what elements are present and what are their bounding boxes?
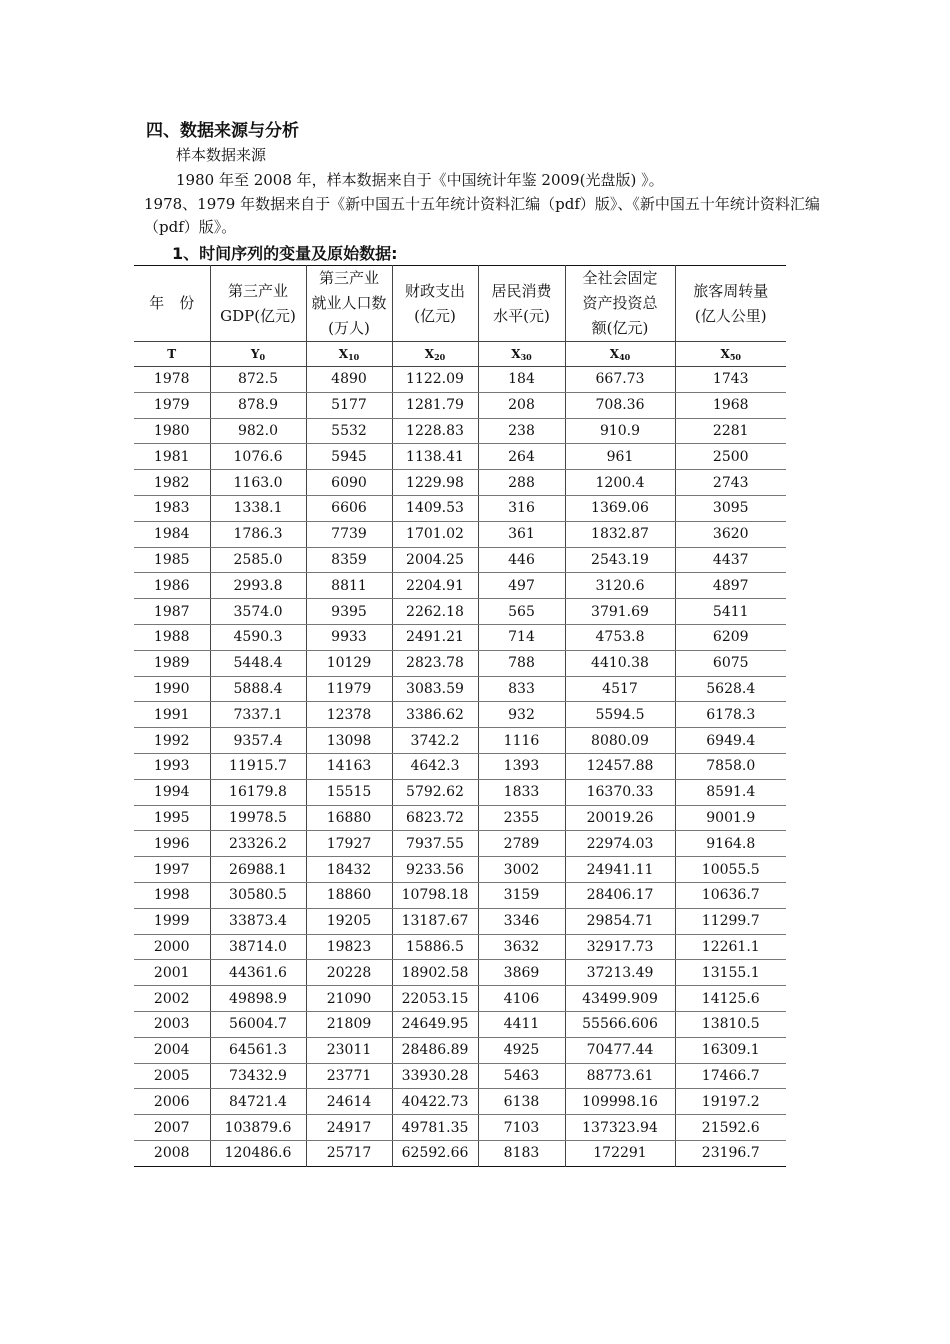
value-cell: 6606: [306, 495, 392, 521]
table-row: [134, 444, 786, 470]
value-cell: 23771: [306, 1063, 392, 1089]
value-cell: 28486.89: [392, 1037, 478, 1063]
year-cell: 2006: [134, 1089, 210, 1115]
table-row: [134, 367, 786, 393]
value-cell: 23326.2: [210, 831, 306, 857]
value-cell: 12457.88: [565, 753, 675, 779]
table-row: [134, 1011, 786, 1037]
value-cell: 9357.4: [210, 728, 306, 754]
year-cell: 2003: [134, 1011, 210, 1037]
value-cell: 3386.62: [392, 702, 478, 728]
value-cell: 667.73: [565, 367, 675, 393]
variable-symbol-subscript: 10: [348, 351, 360, 362]
table-row: [134, 418, 786, 444]
variable-symbol: [392, 342, 478, 367]
value-cell: 8591.4: [675, 779, 786, 805]
value-cell: 109998.16: [565, 1089, 675, 1115]
table-row: [134, 392, 786, 418]
variable-symbol-subscript: 30: [520, 351, 532, 362]
table-symbol-row: [134, 342, 786, 367]
value-cell: 932: [478, 702, 565, 728]
value-cell: 6178.3: [675, 702, 786, 728]
value-cell: 1786.3: [210, 521, 306, 547]
year-cell: 1978: [134, 367, 210, 393]
year-cell: 2007: [134, 1115, 210, 1141]
year-cell: 1986: [134, 573, 210, 599]
value-cell: 8359: [306, 547, 392, 573]
table-row: [134, 805, 786, 831]
value-cell: 6209: [675, 624, 786, 650]
value-cell: 878.9: [210, 392, 306, 418]
value-cell: 24614: [306, 1089, 392, 1115]
column-header-text: 财政支出 (亿元): [404, 281, 465, 325]
value-cell: 13810.5: [675, 1011, 786, 1037]
value-cell: 13187.67: [392, 908, 478, 934]
source-paragraph-1: 1980 年至 2008 年，样本数据来自于《中国统计年鉴 2009(光盘版) 》。: [176, 171, 664, 189]
value-cell: 20228: [306, 960, 392, 986]
value-cell: 5945: [306, 444, 392, 470]
column-header-text: 第三产业 GDP(亿元): [220, 281, 296, 325]
variable-symbol-main: X: [720, 346, 730, 361]
year-cell: 1981: [134, 444, 210, 470]
column-header-text: 全社会固定 资产投资总 额(亿元): [582, 269, 658, 337]
value-cell: 4897: [675, 573, 786, 599]
value-cell: 13155.1: [675, 960, 786, 986]
value-cell: 6138: [478, 1089, 565, 1115]
value-cell: 565: [478, 599, 565, 625]
value-cell: 788: [478, 650, 565, 676]
value-cell: 5888.4: [210, 676, 306, 702]
column-header: [134, 266, 210, 342]
table-header-row: [134, 266, 786, 342]
value-cell: 2789: [478, 831, 565, 857]
column-header: [675, 266, 786, 342]
value-cell: 28406.17: [565, 882, 675, 908]
value-cell: 19978.5: [210, 805, 306, 831]
value-cell: 62592.66: [392, 1140, 478, 1166]
variable-symbol-main: Y: [250, 346, 260, 361]
value-cell: 38714.0: [210, 934, 306, 960]
value-cell: 1228.83: [392, 418, 478, 444]
table-row: [134, 934, 786, 960]
value-cell: 3083.59: [392, 676, 478, 702]
value-cell: 19197.2: [675, 1089, 786, 1115]
value-cell: 5177: [306, 392, 392, 418]
value-cell: 32917.73: [565, 934, 675, 960]
value-cell: 16370.33: [565, 779, 675, 805]
value-cell: 23196.7: [675, 1140, 786, 1166]
value-cell: 708.36: [565, 392, 675, 418]
value-cell: 4411: [478, 1011, 565, 1037]
year-cell: 2004: [134, 1037, 210, 1063]
table-section-title: 1、时间序列的变量及原始数据:: [172, 244, 398, 263]
value-cell: 64561.3: [210, 1037, 306, 1063]
value-cell: 264: [478, 444, 565, 470]
value-cell: 16309.1: [675, 1037, 786, 1063]
value-cell: 3002: [478, 857, 565, 883]
value-cell: 44361.6: [210, 960, 306, 986]
value-cell: 184: [478, 367, 565, 393]
table-row: [134, 779, 786, 805]
value-cell: 84721.4: [210, 1089, 306, 1115]
year-cell: 1992: [134, 728, 210, 754]
value-cell: 872.5: [210, 367, 306, 393]
value-cell: 3620: [675, 521, 786, 547]
value-cell: 3791.69: [565, 599, 675, 625]
year-cell: 1983: [134, 495, 210, 521]
year-cell: 1989: [134, 650, 210, 676]
table-row: [134, 573, 786, 599]
value-cell: 5411: [675, 599, 786, 625]
value-cell: 361: [478, 521, 565, 547]
variable-symbol-main: T: [167, 346, 177, 361]
value-cell: 2823.78: [392, 650, 478, 676]
value-cell: 43499.909: [565, 986, 675, 1012]
column-header: [392, 266, 478, 342]
value-cell: 5792.62: [392, 779, 478, 805]
value-cell: 14163: [306, 753, 392, 779]
table-row: [134, 702, 786, 728]
subheading: 样本数据来源: [176, 146, 267, 164]
value-cell: 316: [478, 495, 565, 521]
value-cell: 1338.1: [210, 495, 306, 521]
year-cell: 1995: [134, 805, 210, 831]
value-cell: 10636.7: [675, 882, 786, 908]
value-cell: 2500: [675, 444, 786, 470]
table-row: [134, 495, 786, 521]
value-cell: 8183: [478, 1140, 565, 1166]
value-cell: 1369.06: [565, 495, 675, 521]
variable-symbol-subscript: 0: [259, 351, 266, 362]
value-cell: 5594.5: [565, 702, 675, 728]
value-cell: 4925: [478, 1037, 565, 1063]
value-cell: 714: [478, 624, 565, 650]
column-header-text: 年 份: [149, 294, 195, 312]
variable-symbol-main: X: [338, 346, 349, 361]
year-cell: 1985: [134, 547, 210, 573]
table-row: [134, 753, 786, 779]
value-cell: 1393: [478, 753, 565, 779]
value-cell: 18902.58: [392, 960, 478, 986]
variable-symbol: [565, 342, 675, 367]
value-cell: 56004.7: [210, 1011, 306, 1037]
value-cell: 17466.7: [675, 1063, 786, 1089]
value-cell: 1701.02: [392, 521, 478, 547]
value-cell: 4106: [478, 986, 565, 1012]
table-body: [134, 367, 786, 1167]
table-row: [134, 882, 786, 908]
value-cell: 4642.3: [392, 753, 478, 779]
value-cell: 11299.7: [675, 908, 786, 934]
value-cell: 26988.1: [210, 857, 306, 883]
value-cell: 6823.72: [392, 805, 478, 831]
value-cell: 120486.6: [210, 1140, 306, 1166]
section-heading: 四、数据来源与分析: [146, 121, 299, 141]
value-cell: 9933: [306, 624, 392, 650]
value-cell: 961: [565, 444, 675, 470]
value-cell: 6949.4: [675, 728, 786, 754]
value-cell: 2993.8: [210, 573, 306, 599]
value-cell: 13098: [306, 728, 392, 754]
value-cell: 29854.71: [565, 908, 675, 934]
value-cell: 10129: [306, 650, 392, 676]
value-cell: 1200.4: [565, 470, 675, 496]
variable-symbol: [210, 342, 306, 367]
year-cell: 2001: [134, 960, 210, 986]
value-cell: 16880: [306, 805, 392, 831]
year-cell: 1991: [134, 702, 210, 728]
table-row: [134, 470, 786, 496]
value-cell: 37213.49: [565, 960, 675, 986]
value-cell: 2491.21: [392, 624, 478, 650]
value-cell: 1833: [478, 779, 565, 805]
year-cell: 1994: [134, 779, 210, 805]
table-row: [134, 1140, 786, 1166]
value-cell: 910.9: [565, 418, 675, 444]
value-cell: 18432: [306, 857, 392, 883]
value-cell: 5448.4: [210, 650, 306, 676]
year-cell: 1990: [134, 676, 210, 702]
value-cell: 21592.6: [675, 1115, 786, 1141]
column-header-text: 旅客周转量 (亿人公里): [693, 281, 769, 325]
table-row: [134, 857, 786, 883]
value-cell: 4517: [565, 676, 675, 702]
year-cell: 2008: [134, 1140, 210, 1166]
value-cell: 25717: [306, 1140, 392, 1166]
value-cell: 5628.4: [675, 676, 786, 702]
value-cell: 288: [478, 470, 565, 496]
variable-symbol-subscript: 50: [729, 351, 741, 362]
value-cell: 24941.11: [565, 857, 675, 883]
value-cell: 70477.44: [565, 1037, 675, 1063]
value-cell: 9233.56: [392, 857, 478, 883]
value-cell: 172291: [565, 1140, 675, 1166]
value-cell: 7337.1: [210, 702, 306, 728]
value-cell: 23011: [306, 1037, 392, 1063]
value-cell: 4753.8: [565, 624, 675, 650]
value-cell: 14125.6: [675, 986, 786, 1012]
table-row: [134, 1115, 786, 1141]
table-row: [134, 986, 786, 1012]
value-cell: 2262.18: [392, 599, 478, 625]
value-cell: 1409.53: [392, 495, 478, 521]
value-cell: 2281: [675, 418, 786, 444]
value-cell: 4410.38: [565, 650, 675, 676]
table-row: [134, 1089, 786, 1115]
column-header-text: 居民消费 水平(元): [491, 281, 552, 325]
value-cell: 3095: [675, 495, 786, 521]
variable-symbol-subscript: 20: [434, 351, 446, 362]
value-cell: 1832.87: [565, 521, 675, 547]
value-cell: 1116: [478, 728, 565, 754]
value-cell: 19823: [306, 934, 392, 960]
variable-symbol-main: X: [609, 346, 620, 361]
value-cell: 1163.0: [210, 470, 306, 496]
column-header: [478, 266, 565, 342]
variable-symbol: [675, 342, 786, 367]
value-cell: 9164.8: [675, 831, 786, 857]
column-header: [210, 266, 306, 342]
year-cell: 2000: [134, 934, 210, 960]
year-cell: 1980: [134, 418, 210, 444]
value-cell: 7739: [306, 521, 392, 547]
value-cell: 16179.8: [210, 779, 306, 805]
table-row: [134, 650, 786, 676]
table-row: [134, 521, 786, 547]
value-cell: 24917: [306, 1115, 392, 1141]
year-cell: 1997: [134, 857, 210, 883]
value-cell: 19205: [306, 908, 392, 934]
year-cell: 1984: [134, 521, 210, 547]
variable-symbol-main: X: [424, 346, 435, 361]
value-cell: 2355: [478, 805, 565, 831]
value-cell: 7858.0: [675, 753, 786, 779]
value-cell: 446: [478, 547, 565, 573]
value-cell: 137323.94: [565, 1115, 675, 1141]
year-cell: 1988: [134, 624, 210, 650]
table-row: [134, 599, 786, 625]
year-cell: 1999: [134, 908, 210, 934]
value-cell: 12378: [306, 702, 392, 728]
value-cell: 4890: [306, 367, 392, 393]
table-row: [134, 1037, 786, 1063]
value-cell: 10798.18: [392, 882, 478, 908]
value-cell: 7103: [478, 1115, 565, 1141]
value-cell: 55566.606: [565, 1011, 675, 1037]
value-cell: 9395: [306, 599, 392, 625]
value-cell: 2743: [675, 470, 786, 496]
value-cell: 22053.15: [392, 986, 478, 1012]
value-cell: 1076.6: [210, 444, 306, 470]
value-cell: 3869: [478, 960, 565, 986]
value-cell: 88773.61: [565, 1063, 675, 1089]
value-cell: 11979: [306, 676, 392, 702]
table-row: [134, 676, 786, 702]
value-cell: 5532: [306, 418, 392, 444]
time-series-data-table: [134, 265, 786, 1167]
value-cell: 2204.91: [392, 573, 478, 599]
value-cell: 4590.3: [210, 624, 306, 650]
table-row: [134, 831, 786, 857]
table-row: [134, 624, 786, 650]
variable-symbol: [134, 342, 210, 367]
variable-symbol-main: X: [511, 346, 521, 361]
value-cell: 9001.9: [675, 805, 786, 831]
value-cell: 6075: [675, 650, 786, 676]
value-cell: 2543.19: [565, 547, 675, 573]
year-cell: 1993: [134, 753, 210, 779]
value-cell: 20019.26: [565, 805, 675, 831]
year-cell: 2002: [134, 986, 210, 1012]
table-row: [134, 1063, 786, 1089]
value-cell: 208: [478, 392, 565, 418]
value-cell: 17927: [306, 831, 392, 857]
value-cell: 8811: [306, 573, 392, 599]
value-cell: 15515: [306, 779, 392, 805]
value-cell: 1138.41: [392, 444, 478, 470]
value-cell: 497: [478, 573, 565, 599]
variable-symbol-subscript: 40: [619, 351, 631, 362]
column-header: [565, 266, 675, 342]
table-row: [134, 728, 786, 754]
year-cell: 1979: [134, 392, 210, 418]
value-cell: 18860: [306, 882, 392, 908]
column-header: [306, 266, 392, 342]
value-cell: 103879.6: [210, 1115, 306, 1141]
value-cell: 6090: [306, 470, 392, 496]
table-row: [134, 960, 786, 986]
value-cell: 33930.28: [392, 1063, 478, 1089]
value-cell: 5463: [478, 1063, 565, 1089]
value-cell: 30580.5: [210, 882, 306, 908]
value-cell: 15886.5: [392, 934, 478, 960]
year-cell: 1987: [134, 599, 210, 625]
value-cell: 3574.0: [210, 599, 306, 625]
value-cell: 10055.5: [675, 857, 786, 883]
year-cell: 1998: [134, 882, 210, 908]
value-cell: 8080.09: [565, 728, 675, 754]
value-cell: 833: [478, 676, 565, 702]
variable-symbol: [478, 342, 565, 367]
year-cell: 2005: [134, 1063, 210, 1089]
value-cell: 3120.6: [565, 573, 675, 599]
value-cell: 2004.25: [392, 547, 478, 573]
value-cell: 4437: [675, 547, 786, 573]
column-header-text: 第三产业 就业人口数 (万人): [311, 269, 387, 337]
value-cell: 1281.79: [392, 392, 478, 418]
value-cell: 1968: [675, 392, 786, 418]
value-cell: 2585.0: [210, 547, 306, 573]
value-cell: 238: [478, 418, 565, 444]
value-cell: 73432.9: [210, 1063, 306, 1089]
value-cell: 49781.35: [392, 1115, 478, 1141]
value-cell: 24649.95: [392, 1011, 478, 1037]
table-row: [134, 547, 786, 573]
year-cell: 1996: [134, 831, 210, 857]
value-cell: 7937.55: [392, 831, 478, 857]
value-cell: 11915.7: [210, 753, 306, 779]
value-cell: 3632: [478, 934, 565, 960]
value-cell: 1122.09: [392, 367, 478, 393]
value-cell: 1229.98: [392, 470, 478, 496]
source-paragraph-2: 1978、1979 年数据来自于《新中国五十五年统计资料汇编（pdf）版》、《新中国五十年统计资料汇编（pdf）版》。: [144, 195, 820, 236]
value-cell: 49898.9: [210, 986, 306, 1012]
value-cell: 3742.2: [392, 728, 478, 754]
value-cell: 12261.1: [675, 934, 786, 960]
value-cell: 1743: [675, 367, 786, 393]
year-cell: 1982: [134, 470, 210, 496]
value-cell: 3159: [478, 882, 565, 908]
value-cell: 3346: [478, 908, 565, 934]
value-cell: 33873.4: [210, 908, 306, 934]
table-row: [134, 908, 786, 934]
variable-symbol: [306, 342, 392, 367]
value-cell: 22974.03: [565, 831, 675, 857]
value-cell: 40422.73: [392, 1089, 478, 1115]
value-cell: 21809: [306, 1011, 392, 1037]
value-cell: 21090: [306, 986, 392, 1012]
value-cell: 982.0: [210, 418, 306, 444]
